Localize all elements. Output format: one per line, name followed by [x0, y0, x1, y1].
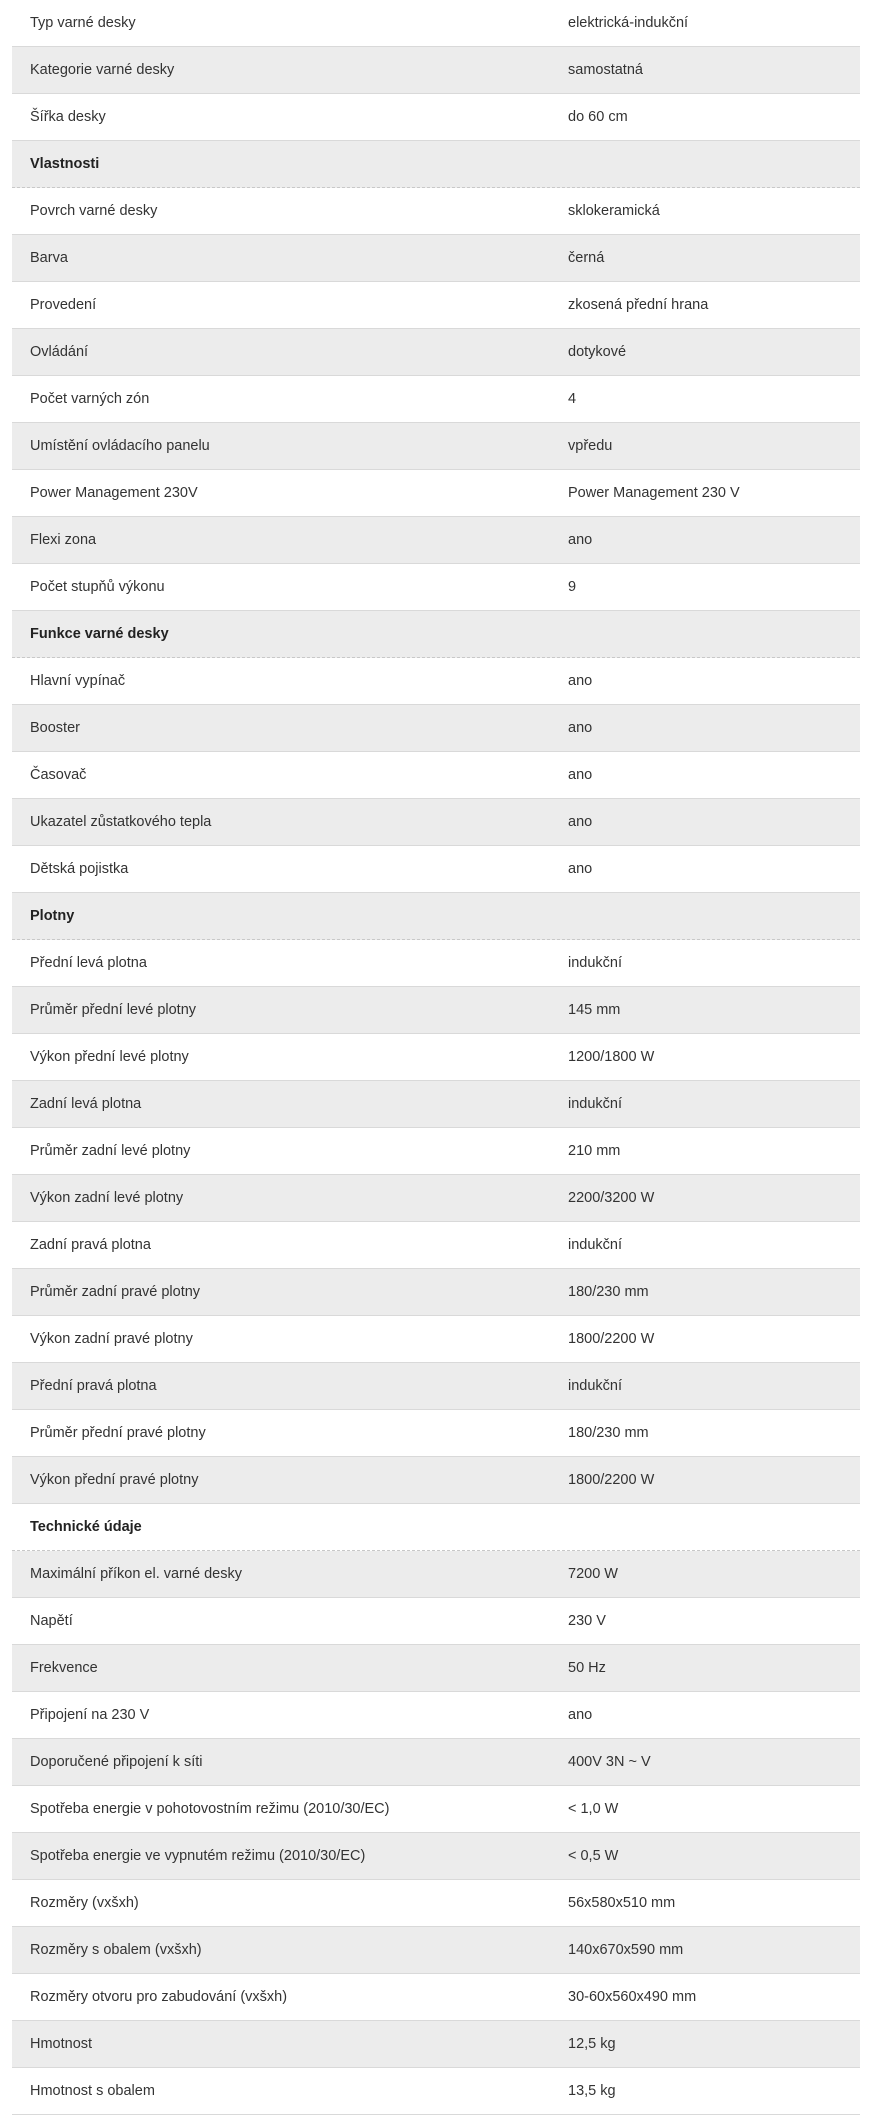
spec-row: [12, 2068, 860, 2115]
spec-row: [12, 1316, 860, 1363]
spec-label: Flexi zona: [30, 532, 97, 548]
spec-label: Maximální příkon el. varné desky: [30, 1566, 242, 1582]
spec-label: Průměr přední pravé plotny: [30, 1425, 206, 1441]
spec-value: sklokeramická: [568, 203, 660, 219]
spec-label: Zadní levá plotna: [30, 1096, 142, 1112]
spec-label: Průměr zadní levé plotny: [30, 1143, 191, 1159]
spec-value: do 60 cm: [568, 109, 628, 125]
spec-label: Průměr přední levé plotny: [30, 1002, 197, 1018]
spec-value: 4: [568, 391, 577, 407]
spec-row: [12, 94, 860, 141]
spec-label: Provedení: [30, 297, 97, 313]
spec-row: [12, 752, 860, 799]
spec-value: indukční: [568, 1237, 623, 1253]
spec-value: 56x580x510 mm: [568, 1895, 676, 1911]
spec-row: [12, 1927, 860, 1974]
spec-label: Booster: [30, 720, 80, 736]
spec-row: [12, 1786, 860, 1833]
spec-row: [12, 987, 860, 1034]
spec-row: [12, 1551, 860, 1598]
spec-row: [12, 1739, 860, 1786]
spec-row: [12, 47, 860, 94]
spec-label: Připojení na 230 V: [30, 1707, 150, 1723]
spec-value: 230 V: [568, 1613, 606, 1629]
spec-value: ano: [568, 861, 593, 877]
spec-row: [12, 1833, 860, 1880]
spec-value: samostatná: [568, 62, 643, 78]
spec-row: [12, 1081, 860, 1128]
spec-value: 30-60x560x490 mm: [568, 1989, 697, 2005]
spec-value: 7200 W: [568, 1566, 618, 1582]
spec-row: [12, 564, 860, 611]
spec-row: [12, 517, 860, 564]
spec-value: 12,5 kg: [568, 2036, 616, 2052]
spec-row: [12, 282, 860, 329]
spec-label: Výkon přední pravé plotny: [30, 1472, 199, 1488]
section-header: [12, 893, 860, 940]
spec-value: 400V 3N ~ V: [568, 1754, 651, 1770]
spec-value: 145 mm: [568, 1002, 621, 1018]
spec-value: indukční: [568, 1096, 623, 1112]
spec-row: [12, 705, 860, 752]
spec-row: [12, 0, 860, 47]
spec-value: ano: [568, 814, 593, 830]
spec-value: 9: [568, 579, 577, 595]
spec-value: ano: [568, 532, 593, 548]
spec-label: Výkon zadní pravé plotny: [30, 1331, 193, 1347]
spec-value: zkosená přední hrana: [568, 297, 709, 313]
spec-row: [12, 658, 860, 705]
spec-value: 1800/2200 W: [568, 1331, 655, 1347]
spec-label: Průměr zadní pravé plotny: [30, 1284, 201, 1300]
spec-row: [12, 799, 860, 846]
spec-label: Rozměry otvoru pro zabudování (vxšxh): [30, 1989, 288, 2005]
spec-label: Doporučené připojení k síti: [30, 1754, 203, 1770]
spec-value: elektrická-indukční: [568, 15, 689, 31]
spec-value: < 0,5 W: [568, 1848, 619, 1864]
spec-label: Počet stupňů výkonu: [30, 579, 165, 595]
spec-label: Výkon přední levé plotny: [30, 1049, 189, 1065]
spec-row: [12, 1175, 860, 1222]
spec-row: [12, 423, 860, 470]
spec-label: Typ varné desky: [30, 15, 136, 31]
spec-value: dotykové: [568, 344, 627, 360]
spec-row: [12, 329, 860, 376]
spec-row: [12, 1269, 860, 1316]
spec-value: 1200/1800 W: [568, 1049, 655, 1065]
section-title: Technické údaje: [30, 1519, 142, 1535]
spec-row: [12, 846, 860, 893]
spec-row: [12, 1128, 860, 1175]
spec-label: Přední pravá plotna: [30, 1378, 157, 1394]
spec-row: [12, 1880, 860, 1927]
spec-label: Rozměry (vxšxh): [30, 1895, 139, 1911]
section-header: [12, 611, 860, 658]
section-header: [12, 141, 860, 188]
spec-row: [12, 1974, 860, 2021]
section-title: Funkce varné desky: [30, 626, 169, 642]
spec-label: Časovač: [30, 767, 87, 783]
spec-row: [12, 376, 860, 423]
spec-row: [12, 1457, 860, 1504]
spec-label: Frekvence: [30, 1660, 98, 1676]
spec-label: Kategorie varné desky: [30, 62, 175, 78]
spec-label: Rozměry s obalem (vxšxh): [30, 1942, 202, 1958]
spec-value: ano: [568, 673, 593, 689]
spec-row: [12, 1034, 860, 1081]
spec-value: < 1,0 W: [568, 1801, 619, 1817]
spec-label: Power Management 230V: [30, 485, 198, 501]
spec-value: ano: [568, 1707, 593, 1723]
spec-row: [12, 235, 860, 282]
spec-row: [12, 1363, 860, 1410]
spec-value: 1800/2200 W: [568, 1472, 655, 1488]
spec-value: 210 mm: [568, 1143, 621, 1159]
spec-value: indukční: [568, 1378, 623, 1394]
spec-label: Spotřeba energie v pohotovostním režimu (2010/30/EC): [30, 1801, 390, 1817]
spec-row: [12, 1222, 860, 1269]
spec-label: Zadní pravá plotna: [30, 1237, 151, 1253]
spec-value: 2200/3200 W: [568, 1190, 655, 1206]
spec-label: Výkon zadní levé plotny: [30, 1190, 184, 1206]
spec-label: Ovládání: [30, 344, 89, 360]
spec-value: vpředu: [568, 438, 613, 454]
spec-label: Ukazatel zůstatkového tepla: [30, 814, 212, 830]
spec-value: 180/230 mm: [568, 1284, 649, 1300]
spec-row: [12, 188, 860, 235]
spec-value: indukční: [568, 955, 623, 971]
spec-label: Barva: [30, 250, 68, 266]
spec-label: Napětí: [30, 1613, 73, 1629]
spec-label: Hlavní vypínač: [30, 673, 126, 689]
spec-label: Povrch varné desky: [30, 203, 158, 219]
spec-row: [12, 2021, 860, 2068]
spec-row: [12, 470, 860, 517]
spec-label: Umístění ovládacího panelu: [30, 438, 210, 454]
spec-row: [12, 940, 860, 987]
spec-row: [12, 1692, 860, 1739]
spec-label: Hmotnost s obalem: [30, 2083, 155, 2099]
spec-label: Šířka desky: [30, 109, 106, 125]
section-title: Vlastnosti: [30, 156, 100, 172]
spec-label: Dětská pojistka: [30, 861, 129, 877]
spec-value: 50 Hz: [568, 1660, 606, 1676]
spec-label: Počet varných zón: [30, 391, 150, 407]
spec-row: [12, 1598, 860, 1645]
spec-value: 13,5 kg: [568, 2083, 616, 2099]
spec-value: 180/230 mm: [568, 1425, 649, 1441]
section-title: Plotny: [30, 908, 75, 924]
spec-row: [12, 1410, 860, 1457]
spec-label: Spotřeba energie ve vypnutém režimu (2010/30/EC): [30, 1848, 366, 1864]
spec-value: černá: [568, 250, 605, 266]
section-header: [12, 1504, 860, 1551]
spec-label: Hmotnost: [30, 2036, 93, 2052]
spec-value: 140x670x590 mm: [568, 1942, 684, 1958]
spec-value: ano: [568, 767, 593, 783]
spec-row: [12, 1645, 860, 1692]
spec-label: Přední levá plotna: [30, 955, 147, 971]
spec-value: Power Management 230 V: [568, 485, 740, 501]
specification-table: [12, 0, 860, 2115]
spec-value: ano: [568, 720, 593, 736]
